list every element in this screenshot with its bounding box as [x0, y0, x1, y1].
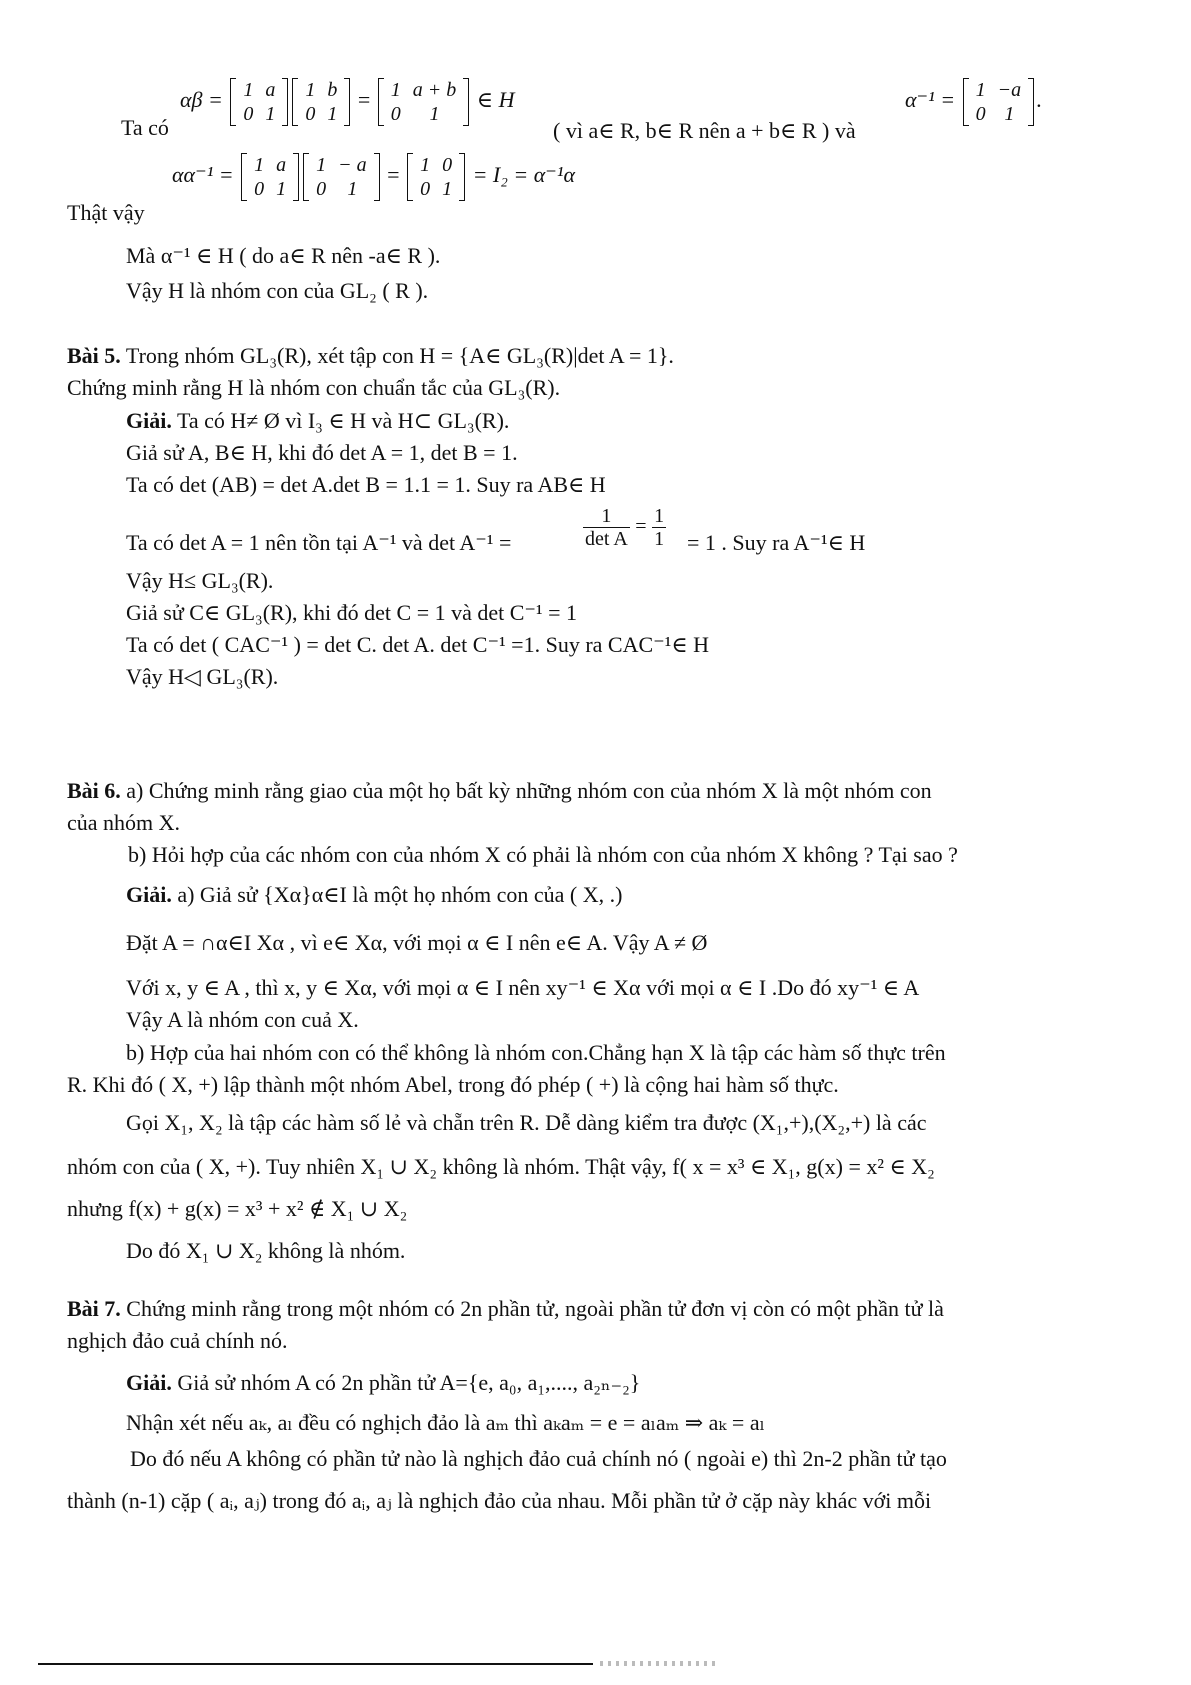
footer-faint-text: [600, 1661, 720, 1666]
bai6-giai-line1: Giải. a) Giả sử {Xα}α∈I là một họ nhóm con của ( X, .): [126, 882, 623, 907]
matrix-beta: 1 b 0 1: [292, 78, 350, 126]
matrix-alpha-2: 1 a 0 1: [241, 153, 299, 201]
that-vay-label: Thật vậy: [67, 200, 145, 225]
bai7-line2: Nhận xét nếu aₖ, aₗ đều có nghịch đảo là aₘ thì aₖaₘ = e = aₗaₘ ⇒ aₖ = aₗ: [126, 1410, 765, 1435]
bai6-b-line5: nhưng f(x) + g(x) = x³ + x² ∉ X₁ ∪ X₂: [67, 1196, 408, 1221]
bai5-giai-line1: Giải. Ta có H≠ Ø vì I₃ ∈ H và H⊂ GL₃(R).: [126, 408, 510, 433]
bai6-b-line6: Do đó X₁ ∪ X₂ không là nhóm.: [126, 1238, 406, 1263]
bai6-b-line2: R. Khi đó ( X, +) lập thành một nhóm Abel, trong đó phép ( +) là cộng hai hàm số thực.: [67, 1072, 839, 1097]
bai6-giai-line2: Đặt A = ∩α∈I Xα , vì e∈ Xα, với mọi α ∈ I nên e∈ A. Vậy A ≠ Ø: [126, 930, 708, 955]
bai6-giai-line4: Vậy A là nhóm con cuả X.: [126, 1007, 359, 1032]
bai7-giai-line1: Giải. Giả sử nhóm A có 2n phần tử A={e, a₀, a₁,...., a₂ₙ₋₂}: [126, 1370, 641, 1395]
alpha-beta-label: αβ =: [180, 87, 223, 113]
bai5-giai-label: Giải.: [126, 408, 172, 433]
bai5-line4: Ta có det A = 1 nên tồn tại A⁻¹ và det A⁻¹ =: [126, 530, 512, 555]
bai6-b-line3: Gọi X₁, X₂ là tập các hàm số lẻ và chẵn trên R. Dễ dàng kiểm tra được (X₁,+),(X₂,+) là các: [126, 1110, 927, 1135]
ta-co-label: Ta có: [121, 115, 169, 140]
bai5-line2: Giả sử A, B∈ H, khi đó det A = 1, det B = 1.: [126, 440, 518, 465]
matrix-identity: 1 0 0 1: [407, 153, 465, 201]
bai5-line4-end: = 1 . Suy ra A⁻¹∈ H: [687, 530, 866, 555]
bai6-giai-line3: Với x, y ∈ A , thì x, y ∈ Xα, với mọi α ∈ I nên xy⁻¹ ∈ Xα với mọi α ∈ I .Do đó xy⁻¹ ∈ A: [126, 975, 920, 1000]
matrix-sum: 1 a + b 0 1: [378, 78, 470, 126]
bai7-statement: Bài 7. Chứng minh rằng trong một nhóm có 2n phần tử, ngoài phần tử đơn vị còn có một phần tử là: [67, 1296, 944, 1321]
alpha-inverse-label: α⁻¹ =: [905, 87, 956, 113]
bai5-line3: Ta có det (AB) = det A.det B = 1.1 = 1. Suy ra AB∈ H: [126, 472, 606, 497]
in-h-label: ∈ H: [476, 87, 515, 113]
bai5-prove: Chứng minh rằng H là nhóm con chuẩn tắc của GL₃(R).: [67, 375, 561, 400]
bai5-line5: Vậy H≤ GL₃(R).: [126, 568, 274, 593]
reason-text: ( vì a∈ R, b∈ R nên a + b∈ R ) và: [553, 118, 856, 143]
bai5-line6: Giả sử C∈ GL₃(R), khi đó det C = 1 và det C⁻¹ = 1: [126, 600, 578, 625]
bai5-line7: Ta có det ( CAC⁻¹ ) = det C. det A. det C⁻¹ =1. Suy ra CAC⁻¹∈ H: [126, 632, 710, 657]
bai5-title: Bài 5.: [67, 343, 121, 368]
identity-result: = I₂ = α⁻¹α: [472, 162, 576, 188]
bai7-title: Bài 7.: [67, 1296, 121, 1321]
bai5-line8: Vậy H◁ GL₃(R).: [126, 664, 279, 689]
alpha-alpha-inverse-label: αα⁻¹ =: [172, 162, 234, 188]
ma-line: Mà α⁻¹ ∈ H ( do a∈ R nên -a∈ R ).: [126, 243, 441, 268]
product-equation: αβ = 1 a 0 1 1 b 0 1 = 1 a + b 0 1 ∈ H: [180, 79, 515, 125]
bai6-part-a: Bài 6. a) Chứng minh rằng giao của một họ bất kỳ những nhóm con của nhóm X là một nhóm con: [67, 778, 932, 803]
alpha-inverse-equation: α⁻¹ = 1 −a 0 1 .: [905, 79, 1042, 125]
matrix-alpha-inverse-2: 1 − a 0 1: [303, 153, 380, 201]
bai7-giai-label: Giải.: [126, 1370, 172, 1395]
bai6-b-line4: nhóm con của ( X, +). Tuy nhiên X₁ ∪ X₂ không là nhóm. Thật vậy, f( x = x³ ∈ X₁, g(x) = x² ∈ X₂: [67, 1154, 935, 1179]
bai5-statement: Bài 5. Trong nhóm GL₃(R), xét tập con H = {A∈ GL₃(R)|det A = 1}.: [67, 343, 674, 368]
bai6-part-b: b) Hỏi hợp của các nhóm con của nhóm X có phải là nhóm con của nhóm X không ? Tại sao ?: [128, 842, 958, 867]
bai7-line3: Do đó nếu A không có phần tử nào là nghịch đảo cuả chính nó ( ngoài e) thì 2n-2 phần tử tạo: [130, 1446, 947, 1471]
identity-equation: αα⁻¹ = 1 a 0 1 1 − a 0 1 = 1 0 0 1 = I₂ = α⁻¹α: [172, 154, 576, 200]
bai7-statement-cont: nghịch đảo cuả chính nó.: [67, 1328, 288, 1353]
top-conclusion: Vậy H là nhóm con của GL₂ ( R ).: [126, 278, 429, 303]
det-fraction-1: $\frac{1}{\text{det A}}$ = $\frac{1}{1}$: [585, 505, 665, 550]
bai6-part-a-cont: của nhóm X.: [67, 810, 181, 835]
bai7-line4: thành (n-1) cặp ( aᵢ, aⱼ) trong đó aᵢ, aⱼ là nghịch đảo của nhau. Mỗi phần tử ở cặp này khác với mỗi: [67, 1488, 932, 1513]
footer-rule: [38, 1663, 593, 1665]
matrix-alpha: 1 a 0 1: [230, 78, 288, 126]
bai6-giai-label: Giải.: [126, 882, 172, 907]
bai6-title: Bài 6.: [67, 778, 121, 803]
matrix-alpha-inverse: 1 −a 0 1: [963, 78, 1035, 126]
bai6-b-line1: b) Hợp của hai nhóm con có thể không là nhóm con.Chẳng hạn X là tập các hàm số thực trên: [126, 1040, 946, 1065]
